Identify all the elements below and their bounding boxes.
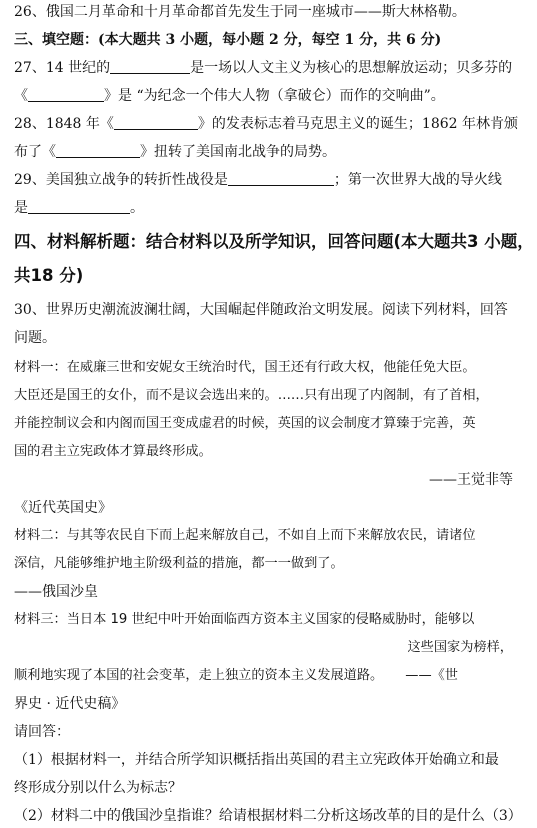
subquestion-2: （2）材料二中的俄国沙皇指谁？给请根据材料二分析这场改革的目的是什么（3） <box>14 808 522 824</box>
q29-text-b: ；第一次世界大战的导火线 <box>333 172 502 188</box>
section-3-heading: 三、填空题：(本大题共 3 小题，每小题 2 分，每空 1 分，共 6 分) <box>14 32 442 48</box>
q27-text-a: 27、14 世纪的 <box>14 60 111 76</box>
subquestion-1-line1: （1）根据材料一，并结合所学知识概括指出英国的君主立宪政体开始确立和最 <box>14 752 499 768</box>
material-3-source-end: 界史 · 近代史稿》 <box>14 696 126 712</box>
material-1-author: ——王觉非等 <box>429 472 513 488</box>
q29-text-a: 29、美国独立战争的转折性战役是 <box>14 172 228 188</box>
material-2-source: ——俄国沙皇 <box>14 584 98 600</box>
question-29-line1 <box>14 170 502 190</box>
material-3-line3-text: 顺利地实现了本国的社会变革，走上独立的资本主义发展道路。 <box>14 668 384 683</box>
material-3-line3 <box>14 666 458 686</box>
question-29-line2 <box>14 198 144 218</box>
q27-text-c: 《 <box>14 88 28 104</box>
q28-text-c: 布了《 <box>14 144 56 160</box>
question-30-line1: 30、世界历史潮流波澜壮阔，大国崛起伴随政治文明发展。阅读下列材料，回答 <box>14 302 508 318</box>
q27-blank-1[interactable] <box>110 59 190 74</box>
q28-blank-2[interactable] <box>56 143 140 158</box>
material-1-line1: 材料一：在威廉三世和安妮女王统治时代，国王还有行政大权，他能任免大臣。 <box>14 360 476 375</box>
material-2-line1: 材料二：与其等农民自下而上起来解放自己，不如自上而下来解放农民，请诸位 <box>14 528 476 543</box>
q28-blank-1[interactable] <box>114 115 198 130</box>
question-28-line2 <box>14 142 336 162</box>
section-4-heading-line2: 共18 分) <box>14 266 84 285</box>
q29-text-c: 是 <box>14 200 28 216</box>
q27-text-d: 》是 “为纪念一个伟大人物（拿破仑）而作的交响曲”。 <box>104 88 445 104</box>
question-26: 26、俄国二月革命和十月革命都首先发生于同一座城市——斯大林格勒。 <box>14 4 466 20</box>
q28-text-a: 28、1848 年《 <box>14 116 114 132</box>
q28-text-d: 》扭转了美国南北战争的局势。 <box>140 144 336 160</box>
material-3-source-start: ——《世 <box>405 668 458 683</box>
question-27-line2 <box>14 86 445 106</box>
q27-blank-2[interactable] <box>28 87 104 102</box>
material-3-line2: 这些国家为榜样， <box>407 640 513 655</box>
question-30-line2: 问题。 <box>14 330 56 346</box>
q28-text-b: 》的发表标志着马克思主义的诞生；1862 年林肯颁 <box>197 116 518 132</box>
material-2-line2: 深信，凡能够维护地主阶级利益的措施，都一一做到了。 <box>14 556 344 571</box>
material-3-line1: 材料三：当日本 19 世纪中叶开始面临西方资本主义国家的侵略威胁时，能够以 <box>14 612 475 627</box>
material-1-line2: 大臣还是国王的女仆，而不是议会选出来的。……只有出现了内阁制，有了首相， <box>14 388 489 403</box>
q29-blank-1[interactable] <box>228 171 334 186</box>
material-1-line3: 并能控制议会和内阁而国王变成虚君的时候，英国的议会制度才算臻于完善，英 <box>14 416 476 431</box>
answer-prompt: 请回答： <box>14 724 70 740</box>
section-4-heading-line1: 四、材料解析题：结合材料以及所学知识，回答问题(本大题共3 小题， <box>14 232 534 251</box>
q29-text-d: 。 <box>130 200 144 216</box>
question-28-line1 <box>14 114 518 134</box>
question-27-line1 <box>14 58 512 78</box>
q29-blank-2[interactable] <box>28 199 130 214</box>
material-1-line4: 国的君主立宪政体才算最终形成。 <box>14 444 212 459</box>
subquestion-1-line2: 终形成分别以什么为标志？ <box>14 780 182 796</box>
material-1-source: 《近代英国史》 <box>14 500 112 516</box>
q27-text-b: 是一场以人文主义为核心的思想解放运动；贝多芬的 <box>190 60 513 76</box>
